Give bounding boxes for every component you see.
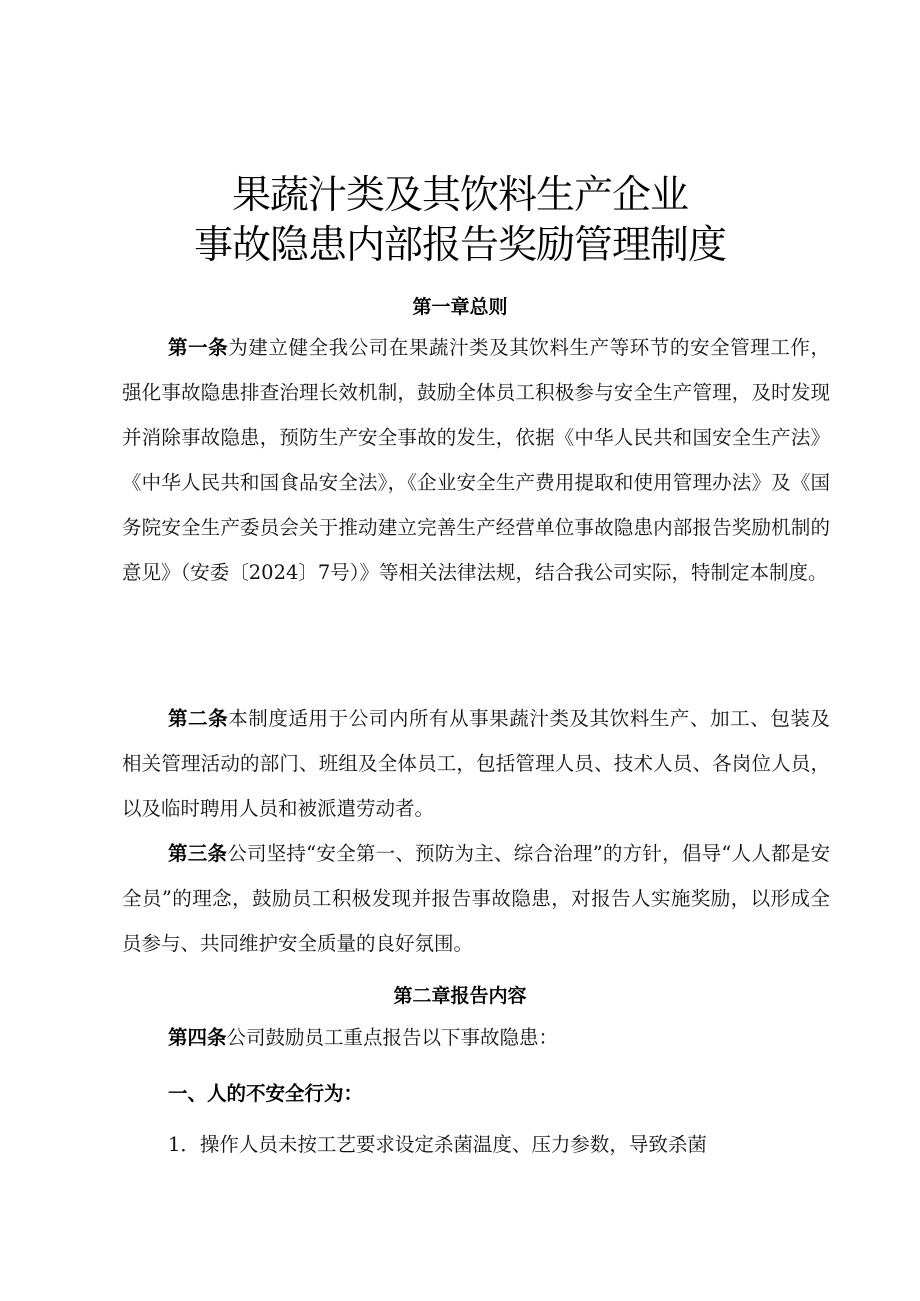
article-4-label: 第四条	[168, 1026, 227, 1049]
article-3	[122, 831, 830, 966]
article-3-label: 第三条	[168, 842, 228, 865]
article-4	[168, 1015, 558, 1060]
article-1-text: 为建立健全我公司在果蔬汁类及其饮料生产等环节的安全管理工作，强化事故隐患排查治理长效机制，鼓励全体员工积极参与安全生产管理，及时发现并消除事故隐患，预防生产安全事故的发生，依据《中华人民共和国安全生产法》《中华人民共和国食品安全法》，《企业安全生产费用提取和使用管理办法》及《国务院安全生产委员会关于推动建立完善生产经营单位事故隐患内部报告奖励机制的意见》（安委〔2024〕7号）》等相关法律法规，结合我公司实际，特制定本制度。	[122, 336, 830, 584]
article-1-label: 第一条	[168, 336, 229, 359]
section-1-heading: 一、人的不安全行为：	[168, 1082, 364, 1105]
article-2	[122, 696, 830, 831]
article-4-text: 公司鼓励员工重点报告以下事故隐患：	[226, 1026, 559, 1049]
article-1	[122, 325, 830, 595]
chapter2-heading: 第二章报告内容	[393, 985, 527, 1007]
article-2-label: 第二条	[168, 707, 229, 730]
article-3-text: 公司坚持“安全第一、预防为主、综合治理”的方针，倡导“人人都是安全员”的理念，鼓励员工积极发现并报告事故隐患，对报告人实施奖励，以形成全员参与、共同维护安全质量的良好氛围。	[122, 842, 830, 955]
document-title-line2: 事故隐患内部报告奖励管理制度	[193, 223, 726, 268]
document-title-line1: 果蔬汁类及其饮料生产企业	[231, 173, 688, 218]
article-2-text: 本制度适用于公司内所有从事果蔬汁类及其饮料生产、加工、包装及相关管理活动的部门、班组及全体员工，包括管理人员、技术人员、各岗位人员，以及临时聘用人员和被派遣劳动者。	[122, 707, 830, 820]
chapter1-heading: 第一章总则	[412, 296, 508, 318]
list-item-1: 1．操作人员未按工艺要求设定杀菌温度、压力参数，导致杀菌	[168, 1133, 707, 1156]
